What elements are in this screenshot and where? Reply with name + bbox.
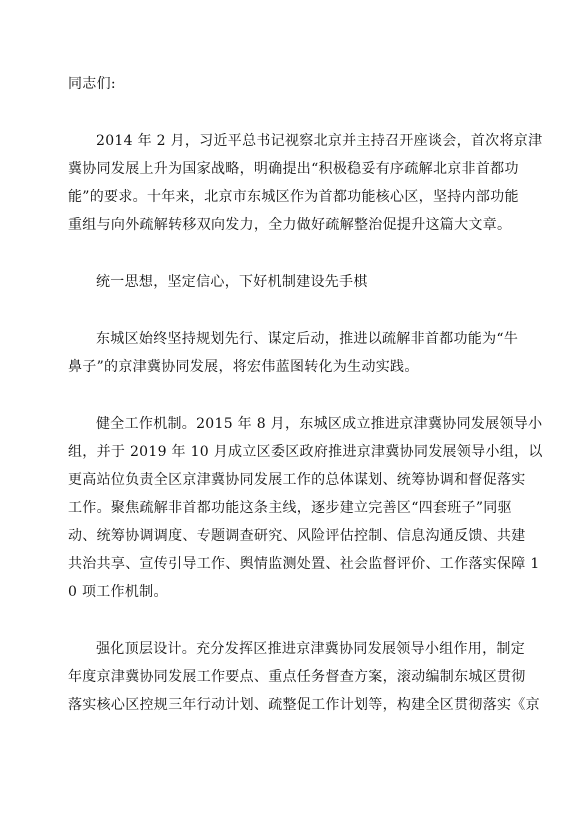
paragraph-gap [68,381,522,410]
paragraph-line: 年度京津冀协同发展工作要点、重点任务督查方案，滚动编制东城区贯彻 [68,669,526,685]
section-heading [68,268,522,296]
paragraph-line: 强化顶层设计。充分发挥区推进京津冀协同发展领导小组作用，制定 [96,641,525,657]
paragraph-design [68,635,540,719]
paragraph-gap [68,98,522,127]
paragraph-line: 冀协同发展上升为国家战略，明确提出“积极稳妥有序疏解北京非首都功 [68,161,519,177]
paragraph-gap [68,296,522,325]
paragraph-intro [68,127,543,239]
section-heading-text: 统一思想，坚定信心，下好机制建设先手棋 [96,274,368,290]
paragraph-mechanism [68,410,543,606]
paragraph-line: 更高站位负责全区京津冀协同发展工作的总体谋划、统筹协调和督促落实 [68,472,526,488]
paragraph-gap [68,606,522,635]
paragraph-line: 鼻子”的京津冀协同发展，将宏伟蓝图转化为生动实践。 [68,359,419,375]
paragraph-line: 能”的要求。十年来，北京市东城区作为首都功能核心区，坚持内部功能 [68,189,519,205]
paragraph-line: 落实核心区控规三年行动计划、疏整促工作计划等，构建全区贯彻落实《京 [68,697,540,713]
paragraph-line: 工作。聚焦疏解非首都功能这条主线，逐步建立完善区“四套班子”同驱 [68,500,512,516]
paragraph-planning [68,325,522,381]
paragraph-line: 重组与向外疏解转移双向发力，全力做好疏解整治促提升这篇大文章。 [68,217,512,233]
paragraph-line: 共治共享、宣传引导工作、舆情监测处置、社会监督评价、工作落实保障 1 [68,556,540,572]
paragraph-line: 2014 年 2 月，习近平总书记视察北京并主持召开座谈会，首次将京津 [96,133,543,149]
paragraph-line: 0 项工作机制。 [68,584,168,600]
paragraph-line: 东城区始终坚持规划先行、谋定后动，推进以疏解非首都功能为“牛 [96,331,519,347]
paragraph-gap [68,239,522,268]
paragraph-line: 动、统筹协调调度、专题调查研究、风险评估控制、信息沟通反馈、共建 [68,528,526,544]
paragraph-line: 健全工作机制。2015 年 8 月，东城区成立推进京津冀协同发展领导小 [96,416,543,432]
paragraph-line: 组，并于 2019 年 10 月成立区委区政府推进京津冀协同发展领导小组，以 [68,444,543,460]
salutation: 同志们: [68,76,116,92]
